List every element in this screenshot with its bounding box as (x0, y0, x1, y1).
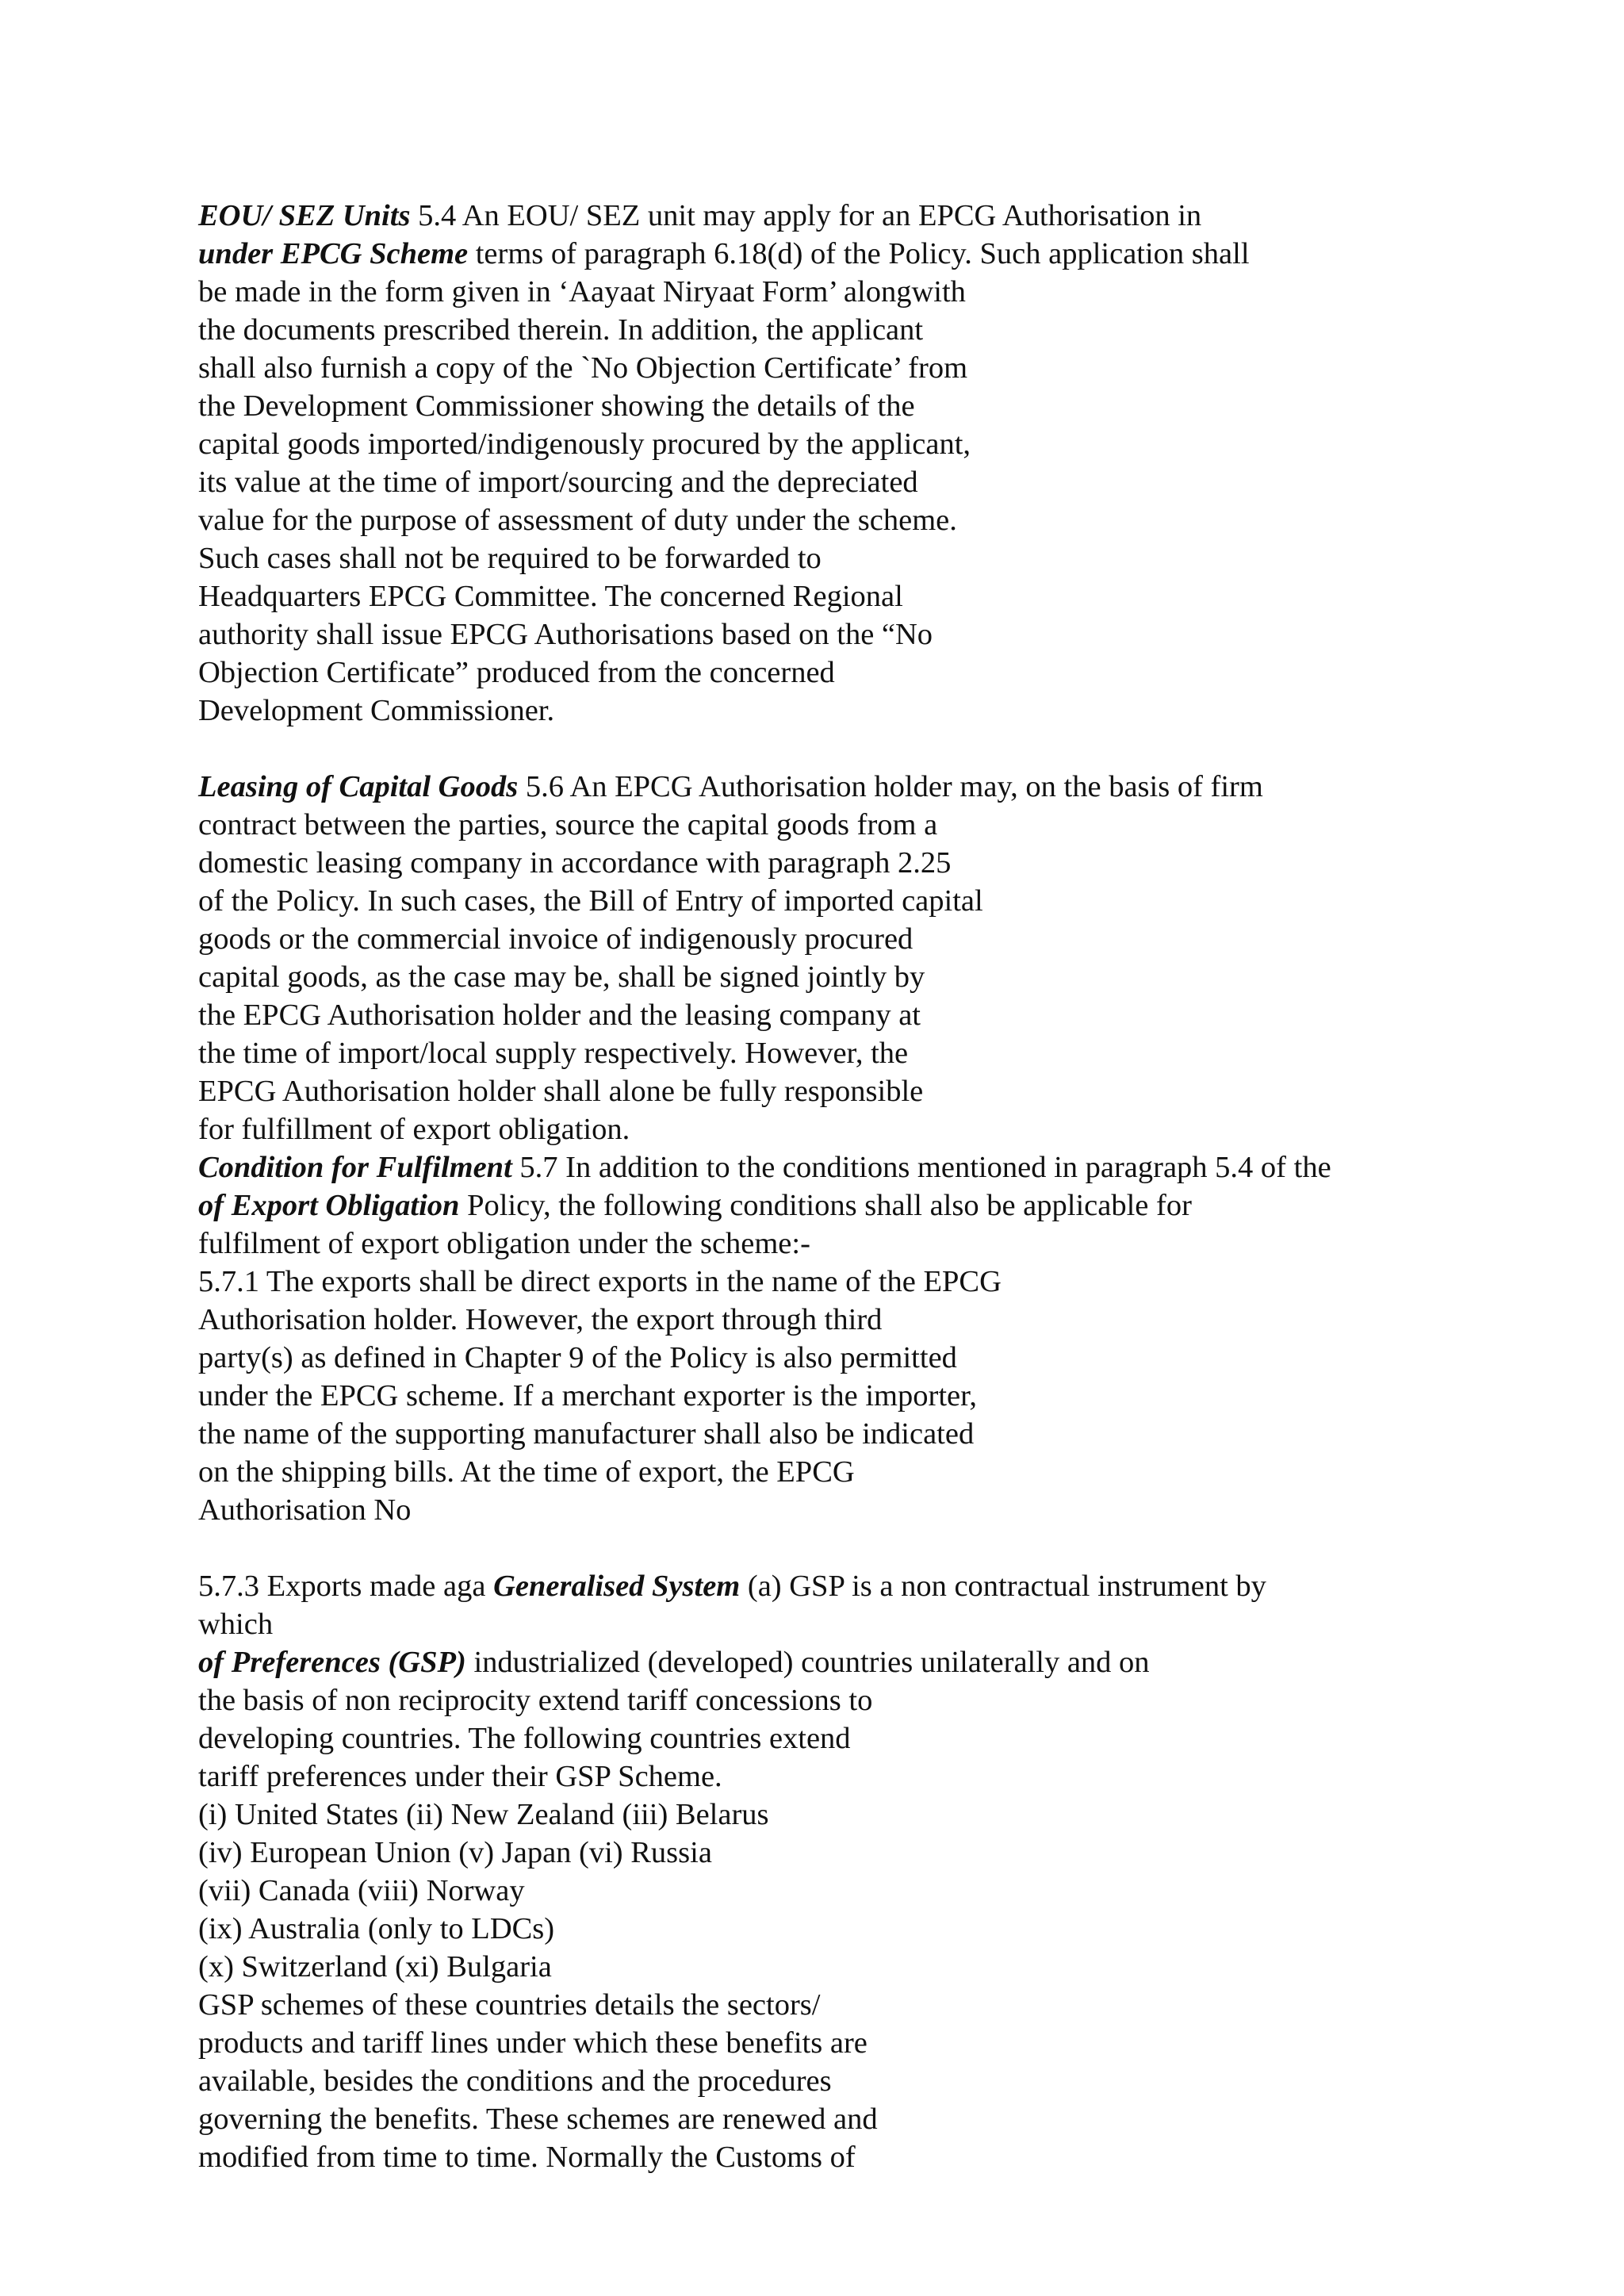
text-line: fulfilment of export obligation under the scheme:- (198, 1227, 810, 1260)
section-gsp (198, 1567, 1530, 2176)
text-line (198, 768, 1530, 806)
text-line (198, 1643, 1530, 1681)
text-line: Authorisation No (198, 1493, 412, 1527)
text-line: its value at the time of import/sourcing and the depreciated (198, 466, 918, 499)
text-line: available, besides the conditions and the procedures (198, 2064, 832, 2098)
text-line: the Development Commissioner showing the details of the (198, 389, 915, 423)
section-eou-sez (198, 197, 1530, 730)
paragraph-spacer (198, 1529, 1530, 1567)
text-line: Headquarters EPCG Committee. The concerned Regional (198, 580, 903, 613)
line-prefix: 5.7.3 Exports made aga (198, 1570, 494, 1603)
text-line: for fulfillment of export obligation. (198, 1113, 630, 1146)
text-line: value for the purpose of assessment of duty under the scheme. (198, 504, 957, 537)
text-line: capital goods imported/indigenously procured by the applicant, (198, 427, 971, 461)
section-heading: Generalised System (493, 1570, 741, 1603)
text-line: the time of import/local supply respectively. However, the (198, 1037, 909, 1070)
paragraph-spacer (198, 730, 1530, 768)
list-item: (vii) Canada (viii) Norway (198, 1874, 525, 1907)
text-line: products and tariff lines under which these benefits are (198, 2026, 868, 2060)
text-line: GSP schemes of these countries details the sectors/ (198, 1988, 821, 2022)
line-text: terms of paragraph 6.18(d) of the Policy. Such application shall (468, 237, 1250, 270)
section-heading: EOU/ SEZ Units (198, 199, 411, 232)
section-heading: of Export Obligation (198, 1189, 460, 1222)
text-line: on the shipping bills. At the time of export, the EPCG (198, 1455, 855, 1489)
line-text: 5.7 In addition to the conditions mentioned in paragraph 5.4 of the (511, 1151, 1331, 1184)
text-line: modified from time to time. Normally the Customs of (198, 2141, 856, 2174)
text-line (198, 1148, 1530, 1186)
text-line: tariff preferences under their GSP Scheme. (198, 1760, 722, 1793)
text-line: contract between the parties, source the capital goods from a (198, 808, 938, 841)
line-text: (a) GSP is a non contractual instrument by (740, 1570, 1266, 1603)
text-line (198, 197, 1530, 235)
section-leasing (198, 768, 1530, 1529)
text-line: the documents prescribed therein. In addition, the applicant (198, 313, 924, 347)
text-line: 5.7.1 The exports shall be direct exports in the name of the EPCG (198, 1265, 1002, 1298)
line-text: industrialized (developed) countries unilaterally and on (465, 1646, 1150, 1679)
text-line: developing countries. The following countries extend (198, 1722, 851, 1755)
list-item: (x) Switzerland (xi) Bulgaria (198, 1950, 552, 1984)
text-line (198, 235, 1530, 273)
section-heading: of Preferences (GSP) (198, 1646, 466, 1679)
line-text: Policy, the following conditions shall also be applicable for (459, 1189, 1192, 1222)
text-line: shall also furnish a copy of the `No Objection Certificate’ from (198, 351, 968, 385)
text-line: the EPCG Authorisation holder and the leasing company at (198, 999, 921, 1032)
text-line: the basis of non reciprocity extend tariff concessions to (198, 1684, 873, 1717)
section-heading: Leasing of Capital Goods (198, 770, 519, 803)
text-line: be made in the form given in ‘Aayaat Niryaat Form’ alongwith (198, 275, 966, 309)
text-line (198, 1567, 1530, 1605)
text-line: which (198, 1608, 274, 1641)
text-line: authority shall issue EPCG Authorisations based on the “No (198, 618, 933, 651)
text-line: under the EPCG scheme. If a merchant exporter is the importer, (198, 1379, 978, 1412)
line-text: 5.6 An EPCG Authorisation holder may, on the basis of firm (518, 770, 1263, 803)
text-line: party(s) as defined in Chapter 9 of the Policy is also permitted (198, 1341, 957, 1374)
text-line: Such cases shall not be required to be forwarded to (198, 542, 822, 575)
text-line: domestic leasing company in accordance with paragraph 2.25 (198, 846, 952, 880)
text-line: governing the benefits. These schemes are renewed and (198, 2102, 878, 2136)
text-line: Authorisation holder. However, the export through third (198, 1303, 883, 1336)
text-line: Objection Certificate” produced from the concerned (198, 656, 835, 689)
text-line: EPCG Authorisation holder shall alone be fully responsible (198, 1075, 924, 1108)
list-item: (i) United States (ii) New Zealand (iii) Belarus (198, 1798, 769, 1831)
text-line: goods or the commercial invoice of indigenously procured (198, 922, 914, 956)
list-item: (ix) Australia (only to LDCs) (198, 1912, 555, 1945)
text-line (198, 1186, 1530, 1225)
list-item: (iv) European Union (v) Japan (vi) Russia (198, 1836, 712, 1869)
section-heading: Condition for Fulfilment (198, 1151, 512, 1184)
text-line: of the Policy. In such cases, the Bill of Entry of imported capital (198, 884, 983, 918)
text-line: Development Commissioner. (198, 694, 555, 727)
line-text: 5.4 An EOU/ SEZ unit may apply for an EPCG Authorisation in (410, 199, 1202, 232)
text-line: capital goods, as the case may be, shall be signed jointly by (198, 960, 925, 994)
text-line: the name of the supporting manufacturer shall also be indicated (198, 1417, 975, 1451)
document-page (198, 197, 1530, 2176)
section-heading: under EPCG Scheme (198, 237, 469, 270)
